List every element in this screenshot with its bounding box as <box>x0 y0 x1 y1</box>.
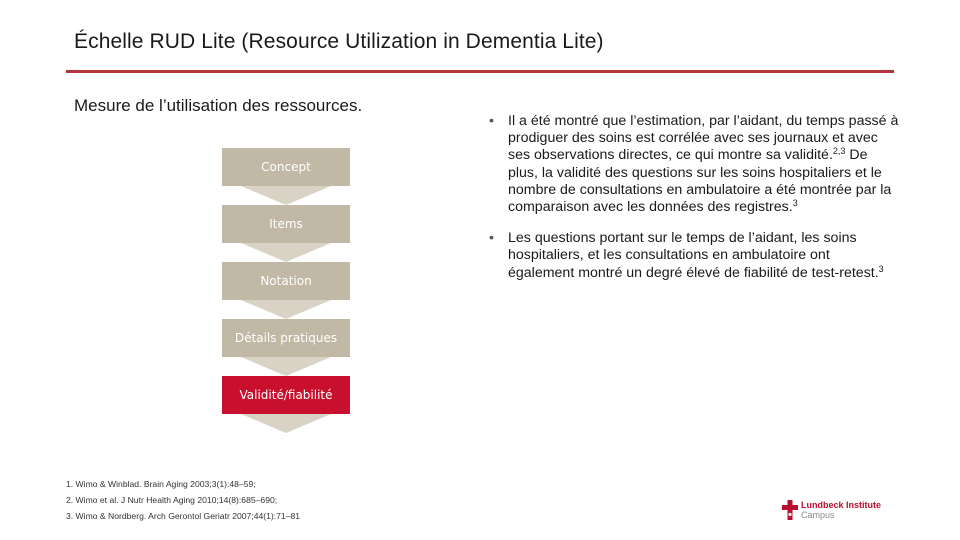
flow-step-label: Validité/fiabilité <box>222 376 350 414</box>
flow-step-validity <box>222 376 350 433</box>
down-arrow-icon <box>241 357 331 376</box>
down-arrow-icon <box>241 186 331 205</box>
flow-step-items <box>222 205 350 262</box>
down-arrow-icon <box>241 414 331 433</box>
reference-item: 2. Wimo et al. J Nutr Health Aging 2010;14(8):685–690; <box>66 495 278 505</box>
citation-superscript: 3 <box>878 263 884 274</box>
lundbeck-cross-icon <box>782 500 798 520</box>
flow-step-label: Concept <box>222 148 350 186</box>
bullet-text: De plus, la validité des questions sur les soins hospitaliers et le nombre de consultations en ambulatoire a été montrée par la comparaison avec les données des registres. <box>508 147 892 216</box>
logo-subtitle: Campus <box>801 510 835 520</box>
slide-subtitle: Mesure de l’utilisation des ressources. <box>74 96 363 115</box>
lundbeck-logo <box>782 500 881 520</box>
logo-name: Lundbeck Institute <box>801 500 882 510</box>
slide-title: Échelle RUD Lite (Resource Utilization in Dementia Lite) <box>74 30 604 53</box>
title-divider <box>66 70 894 73</box>
reference-item: 3. Wimo & Nordberg. Arch Gerontol Geriatr 2007;44(1):71–81 <box>66 511 301 521</box>
citation-superscript: 3 <box>792 198 798 209</box>
bullet-list <box>489 113 899 296</box>
flow-step-details <box>222 319 350 376</box>
list-item <box>489 113 899 216</box>
bullet-text: Les questions portant sur le temps de l’aidant, les soins hospitaliers, et les consultations en ambulatoire ont également montré un degré élevé de fiabilité de test-retest. <box>508 230 879 281</box>
down-arrow-icon <box>241 300 331 319</box>
references <box>66 476 300 524</box>
flow-step-label: Items <box>222 205 350 243</box>
reference-item: 1. Wimo & Winblad. Brain Aging 2003;3(1):48–59; <box>66 479 256 489</box>
down-arrow-icon <box>241 243 331 262</box>
process-flow <box>222 148 350 438</box>
bullet-text: Il a été montré que l’estimation, par l’aidant, du temps passé à prodiguer des soins est corrélée avec ses journaux et avec ses observations directes, ce qui montre sa validité. <box>508 113 899 164</box>
flow-step-label: Détails pratiques <box>222 319 350 357</box>
citation-superscript: 2,3 <box>832 146 846 157</box>
list-item <box>489 230 899 282</box>
flow-step-label: Notation <box>222 262 350 300</box>
flow-step-concept <box>222 148 350 205</box>
flow-step-notation <box>222 262 350 319</box>
